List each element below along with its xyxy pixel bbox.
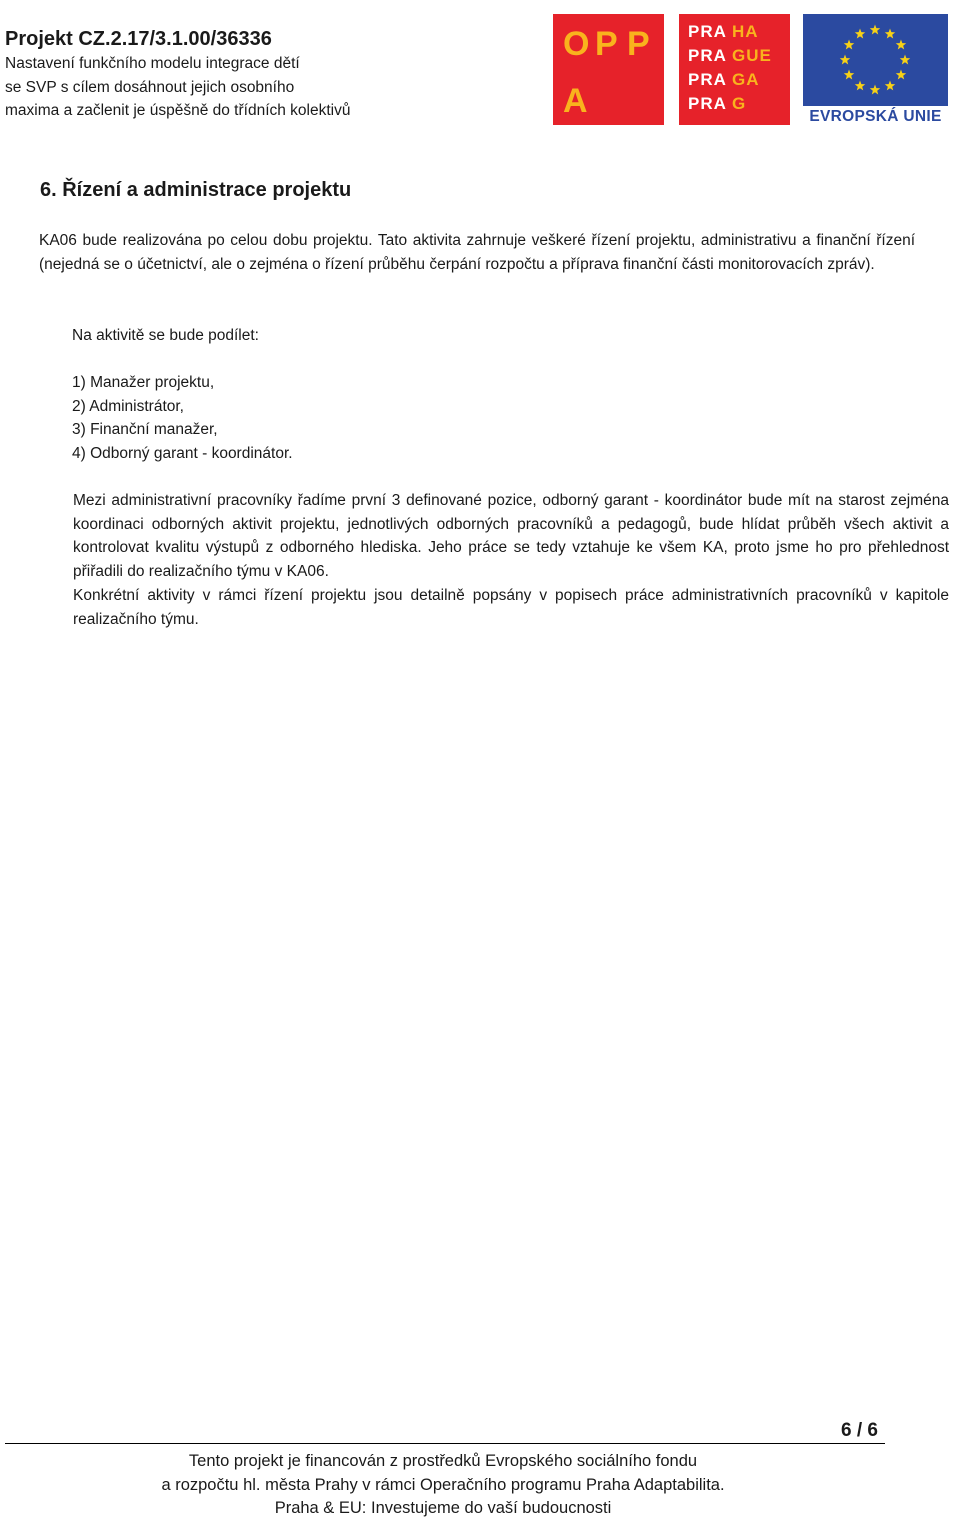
intro-paragraph: KA06 bude realizována po celou dobu projektu. Tato aktivita zahrnuje veškeré řízení projektu, administrativu a finanční řízení (nejedná se o účetnictví, ale o zejména o řízení průběhu čerpání rozpočtu a příprava finanční části monitorovacích zpráv). <box>39 232 915 273</box>
body-paragraph-2: Mezi administrativní pracovníky řadíme první 3 definované pozice, odborný garant - koordinátor bude mít na starost zejména koordinaci odborných aktivit projektu, jednotlivých odborných pracovníků a pedagogů, bude hlídat průběh všech aktivit a kontrolovat kvalitu výstupů z odborného hlediska. Jeho práce se tedy vztahuje ke všem KA, proto jsme ho pro přehlednost přiřadili do realizačního týmu v KA06. <box>73 492 949 580</box>
footer-line-3: Praha & EU: Investujeme do vaší budoucnosti <box>274 1499 612 1517</box>
opp-letter: O <box>563 25 590 63</box>
participants-list <box>72 371 293 465</box>
praha-row: PRA G <box>688 94 747 113</box>
eu-label: EVROPSKÁ UNIE <box>809 108 942 125</box>
praha-logo <box>679 14 790 125</box>
list-item: 3) Finanční manažer, <box>72 421 218 438</box>
footer-line-2: a rozpočtu hl. města Prahy v rámci Operačního programu Praha Adaptabilita. <box>161 1475 725 1494</box>
list-item: 1) Manažer projektu, <box>72 374 215 391</box>
praha-row: PRA GUE <box>688 46 772 65</box>
praha-row: PRA GA <box>688 70 760 89</box>
opp-letter: P <box>595 25 618 63</box>
opp-letter: A <box>563 82 588 120</box>
header-logos <box>553 14 948 126</box>
list-item: 4) Odborný garant - koordinátor. <box>72 444 293 462</box>
header-line-1: Nastavení funkčního modelu integrace dětí <box>5 55 300 72</box>
footer-line-1: Tento projekt je financován z prostředků Evropského sociálního fondu <box>188 1452 698 1470</box>
opp-letter: P <box>627 25 650 63</box>
section-heading: 6. Řízení a administrace projektu <box>40 179 352 201</box>
participants-label: Na aktivitě se bude podílet: <box>72 327 259 344</box>
praha-row: PRA HA <box>688 22 759 41</box>
header-line-3: maxima a začlenit je úspěšně do třídních kolektivů <box>5 102 351 119</box>
page-number: 6 / 6 <box>841 1420 878 1441</box>
eu-logo <box>803 14 948 126</box>
opp-logo <box>553 14 664 125</box>
eu-flag-icon <box>803 14 948 106</box>
document-header <box>5 26 350 123</box>
footer-divider <box>5 1443 885 1444</box>
header-line-2: se SVP s cílem dosáhnout jejich osobního <box>5 78 295 96</box>
footer <box>0 1450 886 1521</box>
list-item: 2) Administrátor, <box>72 397 184 415</box>
project-number: Projekt CZ.2.17/3.1.00/36336 <box>5 28 272 50</box>
body-paragraph-3: Konkrétní aktivity v rámci řízení projektu jsou detailně popsány v popisech práce administrativních pracovníků v kapitole realizačního týmu. <box>73 587 949 628</box>
